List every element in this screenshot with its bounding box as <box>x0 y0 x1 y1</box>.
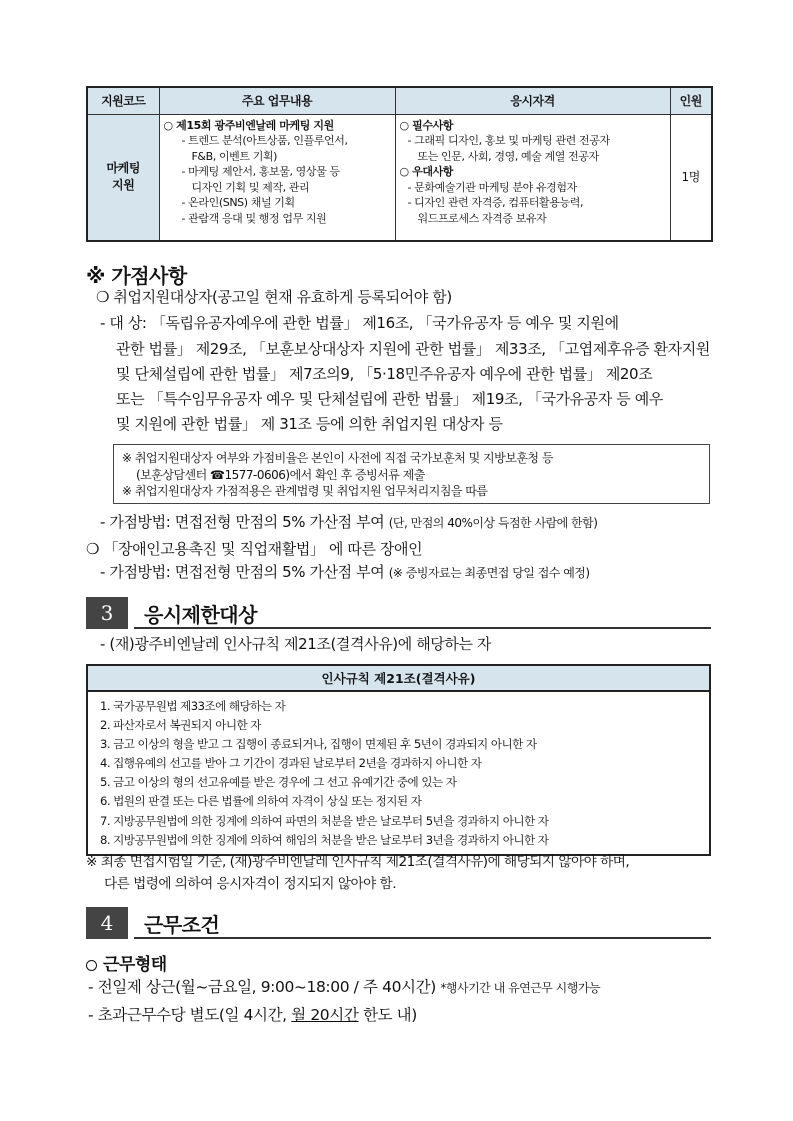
qual-line: - 디자인 관련 자격증, 컴퓨터활용능력, <box>407 196 584 209</box>
qual-preferred-title: ○ 우대사항 <box>399 165 454 178</box>
work-hours-text: - 전일제 상근(월~금요일, 9:00~18:00 / 주 40시간) <box>88 978 436 996</box>
header-qualifications: 응시자격 <box>395 87 670 114</box>
bonus-method-text: - 가점방법: 면접전형 만점의 5% 가산점 부여 <box>100 513 385 531</box>
list-item: 1. 국가공무원법 제33조에 해당하는 자 <box>100 699 286 713</box>
job-count: 1명 <box>670 114 712 241</box>
job-code-line: 지원 <box>112 178 135 193</box>
duty-line: - 관람객 응대 및 행정 업무 지원 <box>181 211 327 225</box>
qual-required-title: ○ 필수사항 <box>399 118 454 132</box>
section-rule <box>134 937 711 939</box>
bonus-target-line: 및 단체설립에 관한 법률」 제7조의9, 「5·18민주유공자 예우에 관한 법률」 제20조 <box>116 365 653 383</box>
duties-title: ○ 제15회 광주비엔날레 마케팅 지원 <box>163 118 334 132</box>
note-line: ※ 취업지원대상자 여부와 가점비율은 본인이 사전에 직접 국가보훈처 및 지방보훈청 등 <box>122 451 553 465</box>
section-title: 응시제한대상 <box>144 603 257 627</box>
qual-line: - 그래픽 디자인, 홍보 및 마케팅 관련 전공자 <box>407 134 610 147</box>
disqualification-table <box>86 664 711 856</box>
job-code-line: 마케팅 <box>106 161 141 176</box>
job-code <box>87 114 159 241</box>
section-3-footnote <box>86 851 629 895</box>
qual-line: 또는 인문, 사회, 경영, 예술 계열 전공자 <box>417 149 599 163</box>
list-item: 5. 금고 이상의 형의 선고유예를 받은 경우에 그 선고 유예기간 중에 있는 자 <box>100 775 457 790</box>
circle-bullet-icon <box>86 960 97 971</box>
list-item: 6. 법원의 판결 또는 다른 법률에 의하여 자격이 상실 또는 정지된 자 <box>100 794 422 809</box>
disqualification-table-title: 인사규칙 제21조(결격사유) <box>88 666 709 692</box>
job-table <box>86 86 713 242</box>
duty-line: - 온라인(SNS) 채널 기획 <box>181 196 295 209</box>
list-item: 4. 집행유예의 선고를 받아 그 기간이 경과된 날로부터 2년을 경과하지 아니한 자 <box>100 756 482 771</box>
work-hours-line <box>88 977 600 999</box>
job-table-row <box>87 114 712 241</box>
note-line: ※ 취업지원대상자 가점적용은 관계법령 및 취업지원 업무처리지침을 따름 <box>122 484 488 498</box>
footnote-line: 다른 법령에 의하여 응시자격이 정지되지 않아야 함. <box>104 876 397 892</box>
bonus-target-line: - 대 상: 「독립유공자예우에 관한 법률」 제16조, 「국가유공자 등 예우 및 지원에 <box>100 314 619 332</box>
bonus-note-box <box>113 444 710 504</box>
note-line: (보훈상담센터 ☎1577-0606)에서 확인 후 증빙서류 제출 <box>136 467 425 482</box>
job-table-header-row <box>87 87 712 114</box>
work-hours-note: *행사기간 내 유연근무 시행가능 <box>440 981 601 995</box>
section-number: 4 <box>86 907 128 939</box>
list-item: 3. 금고 이상의 형을 받고 그 집행이 종료되거나, 집행이 면제된 후 5년이 경과되지 아니한 자 <box>100 737 537 752</box>
bonus-title: ※ 가점사항 <box>86 264 187 288</box>
bonus-method-2 <box>100 562 590 584</box>
list-item: 2. 파산자로서 복권되지 아니한 자 <box>100 718 261 733</box>
bonus-target-line: 또는 「특수임무유공자 예우 및 단체설립에 관한 법률」 제19조, 「국가유공자 등 예우 <box>116 390 663 408</box>
overtime-text: 한도 내) <box>358 1006 417 1024</box>
bonus-method-1 <box>100 512 597 534</box>
duty-line: F&B, 이벤트 기획) <box>191 149 278 163</box>
section-title: 근무조건 <box>144 913 220 937</box>
bonus-target-line: 및 지원에 관한 법률」 제 31조 등에 의한 취업지원 대상자 등 <box>116 415 503 433</box>
header-duties: 주요 업무내용 <box>159 87 395 114</box>
job-qualifications <box>395 114 670 241</box>
header-code: 지원코드 <box>87 87 159 114</box>
bonus-method-note: (단, 만점의 40%이상 득점한 사람에 한함) <box>388 516 598 530</box>
section-rule <box>134 627 711 629</box>
section-4-header <box>86 907 711 939</box>
work-type-title: 근무형태 <box>103 955 167 975</box>
bonus-method-note: (※ 증빙자료는 최종면접 당일 접수 예정) <box>388 566 590 580</box>
overtime-line <box>88 1005 417 1026</box>
bonus-item-veterans: ❍ 취업지원대상자(공고일 현재 유효하게 등록되어야 함) <box>96 288 452 306</box>
disqualification-list <box>88 692 709 854</box>
section-number: 3 <box>86 597 128 629</box>
section-3-intro: - (재)광주비엔날레 인사규칙 제21조(결격사유)에 해당하는 자 <box>100 635 492 653</box>
qual-line: 워드프로세스 자격증 보유자 <box>417 211 547 225</box>
section-3-header <box>86 597 711 629</box>
bonus-item-disabled: ❍ 「장애인고용촉진 및 직업재활법」 에 따른 장애인 <box>86 540 423 558</box>
header-count: 인원 <box>670 87 712 114</box>
overtime-limit: 월 20시간 <box>291 1006 359 1024</box>
duty-line: - 트렌드 분석(아트상품, 인플루언서, <box>181 134 348 147</box>
duty-line: - 마케팅 제안서, 홍보물, 영상물 등 <box>181 165 340 178</box>
footnote-line: ※ 최종 면접시험일 기준, (재)광주비엔날레 인사규칙 제21조(결격사유)에 해당되지 않아야 하며, <box>86 854 630 870</box>
list-item: 8. 지방공무원법에 의한 징계에 의하여 해임의 처분을 받은 날로부터 3년을 경과하지 아니한 자 <box>100 832 549 847</box>
overtime-text: - 초과근무수당 별도(일 4시간, <box>88 1006 292 1024</box>
work-type-heading <box>86 950 167 975</box>
bonus-target-line: 관한 법률」 제29조, 「보훈보상대상자 지원에 관한 법률」 제33조, 「고엽제후유증 환자지원 <box>116 340 710 358</box>
duty-line: 디자인 기획 및 제작, 관리 <box>191 180 310 194</box>
job-duties <box>159 114 395 241</box>
list-item: 7. 지방공무원법에 의한 징계에 의하여 파면의 처분을 받은 날로부터 5년을 경과하지 아니한 자 <box>100 813 549 828</box>
qual-line: - 문화예술기관 마케팅 분야 유경험자 <box>407 180 577 194</box>
bonus-method-text: - 가점방법: 면접전형 만점의 5% 가산점 부여 <box>100 563 385 581</box>
